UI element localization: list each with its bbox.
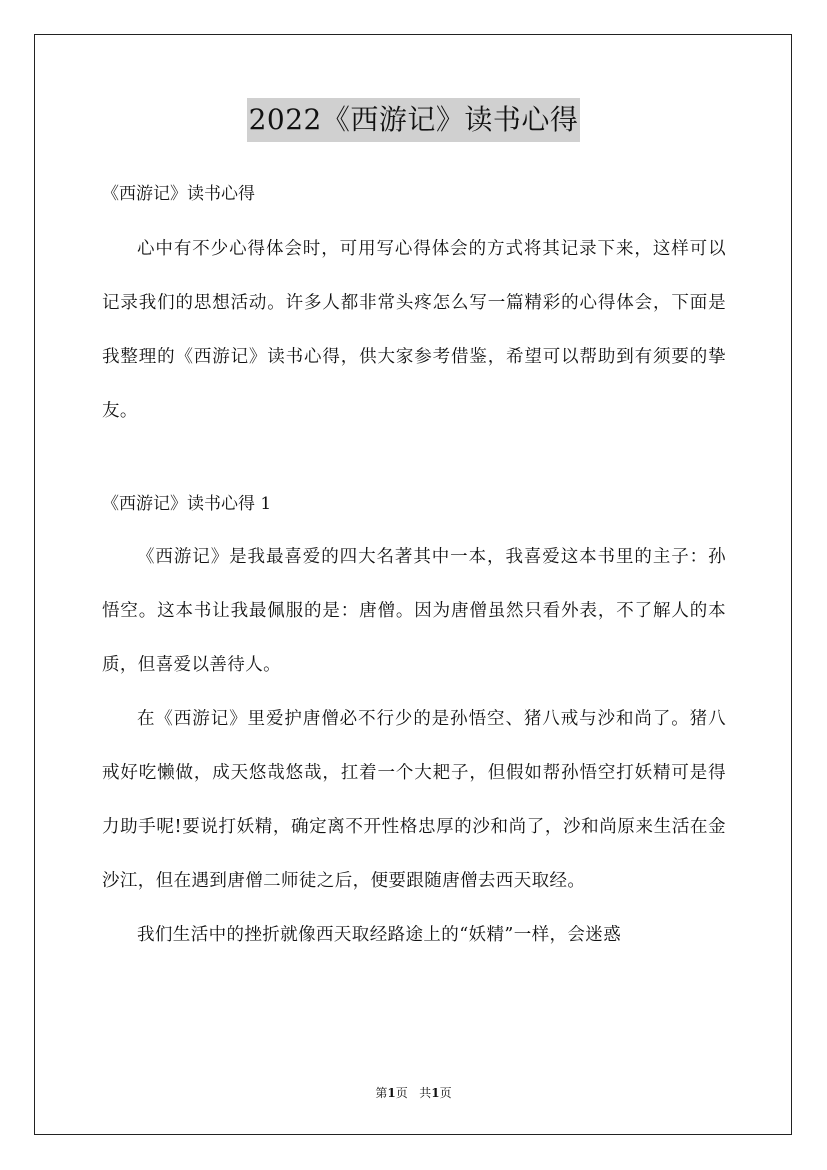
section-heading: 《西游记》读书心得 1 [102, 494, 272, 514]
total-suffix: 页 [439, 1086, 452, 1100]
page-footer [0, 1084, 827, 1101]
total-prefix: 共 [419, 1086, 432, 1100]
page-suffix: 页 [395, 1086, 408, 1100]
page-prefix: 第 [375, 1086, 388, 1100]
body-paragraph-1: 《西游记》是我最喜爱的四大名著其中一本，我喜爱这本书里的主子：孙悟空。这本书让我最佩服的是：唐僧。因为唐僧虽然只看外表，不了解人的本质，但喜爱以善待人。 [102, 547, 726, 675]
section-spacer [102, 438, 726, 486]
total-number: 1 [431, 1086, 440, 1100]
page-number: 1 [387, 1086, 396, 1100]
document-title: 2022《西游记》读书心得 [247, 98, 581, 142]
body-paragraph-2: 在《西游记》里爱护唐僧必不行少的是孙悟空、猪八戒与沙和尚了。猪八戒好吃懒做，成天悠哉悠哉，扛着一个大耙子，但假如帮孙悟空打妖精可是得力助手呢!要说打妖精，确定离不开性格忠厚的沙和尚了，沙和尚原来生活在金沙江，但在遇到唐僧二师徒之后，便要跟随唐僧去西天取经。 [102, 709, 726, 891]
document-body [102, 176, 726, 962]
title-container [0, 98, 827, 142]
intro-heading: 《西游记》读书心得 [102, 184, 255, 204]
intro-paragraph: 心中有不少心得体会时，可用写心得体会的方式将其记录下来，这样可以记录我们的思想活动。许多人都非常头疼怎么写一篇精彩的心得体会，下面是我整理的《西游记》读书心得，供大家参考借鉴，希望可以帮助到有须要的挚友。 [102, 239, 726, 421]
body-paragraph-3: 我们生活中的挫折就像西天取经路途上的“妖精”一样，会迷惑 [137, 925, 622, 945]
